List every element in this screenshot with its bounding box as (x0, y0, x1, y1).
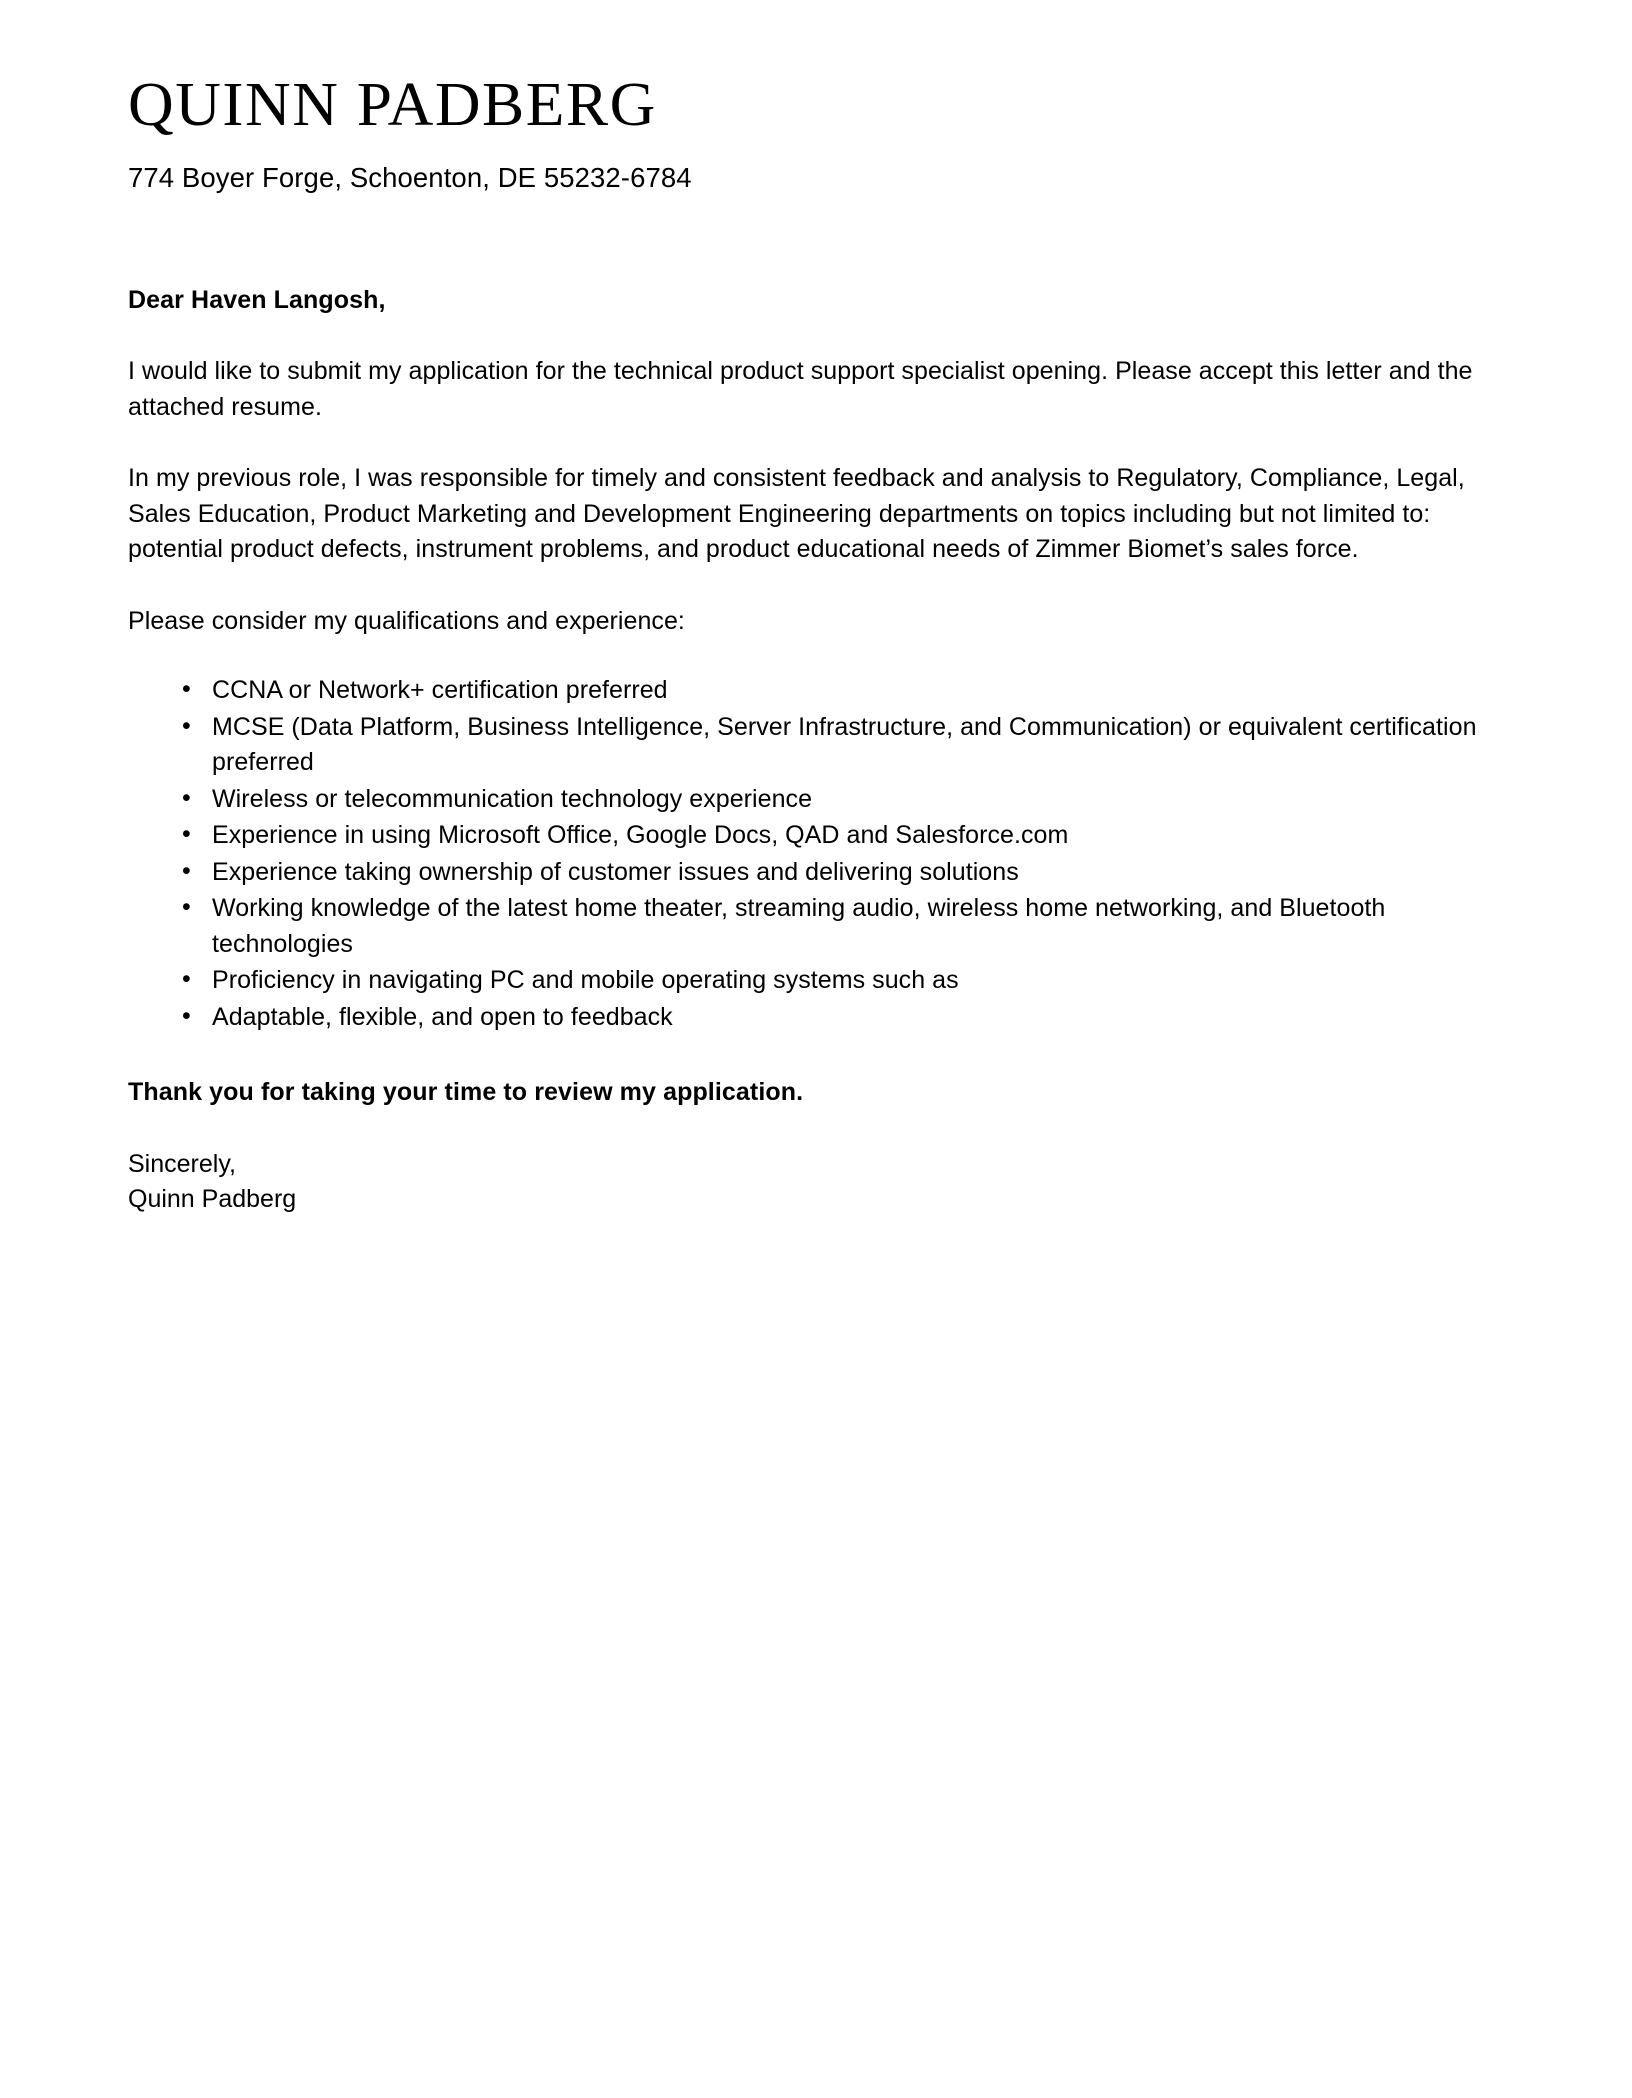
qualifications-list (128, 673, 1488, 1035)
list-item: • Experience taking ownership of customer issues and delivering solutions (182, 855, 1488, 891)
list-item: • Working knowledge of the latest home theater, streaming audio, wireless home networking, and Bluetooth technologies (182, 891, 1488, 962)
list-item: • Wireless or telecommunication technology experience (182, 782, 1488, 818)
paragraph-qualifications-lead: Please consider my qualifications and experience: (128, 606, 685, 635)
salutation: Dear Haven Langosh, (128, 286, 386, 315)
list-item: • Adaptable, flexible, and open to feedback (182, 1000, 1488, 1036)
list-item: • Proficiency in navigating PC and mobile operating systems such as (182, 963, 1488, 999)
signoff-closing: Sincerely, (128, 1149, 236, 1178)
list-item: • MCSE (Data Platform, Business Intelligence, Server Infrastructure, and Communication) or equivalent certification preferred (182, 710, 1488, 781)
list-item: • CCNA or Network+ certification preferred (182, 673, 1488, 709)
thank-you-line: Thank you for taking your time to review my application. (128, 1078, 804, 1107)
paragraph-experience: In my previous role, I was responsible for timely and consistent feedback and analysis to Regulatory, Compliance, Legal, Sales Education, Product Marketing and Development Engineering departments on topics including but not limited to: potential product defects, instrument problems, and product educational needs of Zimmer Biomet’s sales force. (128, 464, 1465, 564)
list-item: • Experience in using Microsoft Office, Google Docs, QAD and Salesforce.com (182, 818, 1488, 854)
letter-content (128, 72, 1488, 1218)
signoff-name: Quinn Padberg (128, 1185, 297, 1214)
signature-block (128, 1147, 1488, 1218)
contact-address: 774 Boyer Forge, Schoenton, DE 55232-6784 (128, 161, 692, 193)
paragraph-intro: I would like to submit my application for the technical product support specialist opening. Please accept this letter and the attached resume. (128, 357, 1473, 421)
page-title: QUINN PADBERG (128, 71, 657, 139)
letter-body (128, 282, 1488, 1218)
